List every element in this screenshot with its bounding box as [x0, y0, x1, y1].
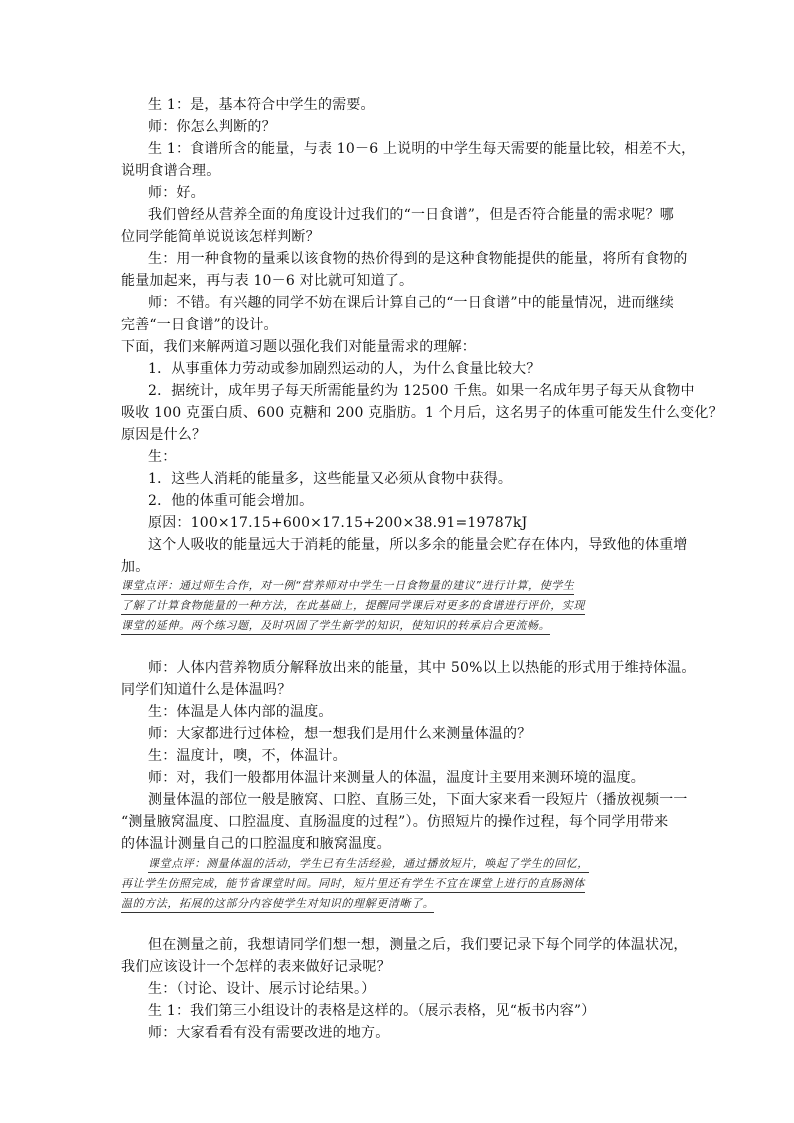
body-line: 我们应该设计一个怎样的表来做好记录呢？ [121, 959, 391, 975]
body-line: 位同学能简单说说该怎样判断？ [121, 229, 320, 245]
exercise-line: 2．据统计，成年男子每天所需能量约为 12500 千焦。如果一名成年男子每天从食物中 [148, 383, 695, 399]
dialogue-line: 师：人体内营养物质分解释放出来的能量，其中 50%以上以热能的形式用于维持体温。 [148, 660, 696, 676]
answer-line: 1．这些人消耗的能量多，这些能量又必须从食物中获得。 [148, 471, 513, 487]
dialogue-line: 生 1：我们第三小组设计的表格是这样的。（展示表格，见“板书内容”） [148, 1003, 596, 1019]
dialogue-line: 生：（讨论、设计、展示讨论结果。） [148, 981, 376, 997]
comment-line: 课堂的延伸。两个练习题，及时巩固了学生新学的知识，使知识的转承启合更流畅。 [121, 618, 550, 635]
exercise-line: 吸收 100 克蛋白质、600 克糖和 200 克脂肪。1 个月后，这名男子的体重可能发生什么变化？ [121, 405, 723, 421]
dialogue-line: 师：大家看看有没有需要改进的地方。 [148, 1025, 390, 1041]
answer-line: 这个人吸收的能量远大于消耗的能量，所以多余的能量会贮存在体内，导致他的体重增 [148, 537, 688, 553]
comment-line: 了解了计算食物能量的一种方法，在此基础上，提醒同学课后对更多的食谱进行评价，实现 [121, 598, 585, 615]
dialogue-line: 生：体温是人体内部的温度。 [148, 704, 333, 720]
body-line: 但在测量之前，我想请同学们想一想，测量之后，我们要记录下每个同学的体温状况， [148, 937, 688, 953]
exercise-line: 1．从事重体力劳动或参加剧烈运动的人，为什么食量比较大？ [148, 361, 541, 377]
dialogue-line: 生： [148, 449, 177, 465]
comment-line: 课堂点评：通过师生合作，对一例“营养师对中学生一日食物量的建议”进行计算，使学生 [121, 578, 574, 595]
exercise-line: 原因是什么？ [121, 427, 207, 443]
body-line: “测量腋窝温度、口腔温度、直肠温度的过程”）。仿照短片的操作过程，每个同学用带来 [121, 814, 669, 830]
dialogue-line: 说明食谱合理。 [121, 163, 221, 179]
body-line: 测量体温的部位一般是腋窝、口腔、直肠三处，下面大家来看一段短片（播放视频一一 [148, 792, 688, 808]
dialogue-line: 师：对，我们一般都用体温计来测量人的体温，温度计主要用来测环境的温度。 [148, 770, 645, 786]
comment-line: 课堂点评：测量体温的活动，学生已有生活经验，通过播放短片，唤起了学生的回忆， [148, 856, 589, 873]
dialogue-line: 师：不错。有兴趣的同学不妨在课后计算自己的“一日食谱”中的能量情况，进而继续 [148, 295, 674, 311]
dialogue-line: 生 1：食谱所含的能量，与表 10－6 上说明的中学生每天需要的能量比较，相差不大， [148, 141, 696, 157]
answer-line: 2．他的体重可能会增加。 [148, 493, 314, 509]
dialogue-line: 师：大家都进行过体检，想一想我们是用什么来测量体温的？ [148, 726, 532, 742]
body-line: 的体温计测量自己的口腔温度和腋窝温度。 [121, 836, 391, 852]
comment-line: 再让学生仿照完成，能节省课堂时间。同时，短片里还有学生不宜在课堂上进行的直肠测体 [121, 876, 585, 893]
dialogue-line: 能量加起来，再与表 10－6 对比就可知道了。 [121, 273, 414, 289]
body-line: 下面，我们来解两道习题以强化我们对能量需求的理解： [121, 339, 476, 355]
comment-line: 温的方法，拓展的这部分内容使学生对知识的理解更清晰了。 [121, 896, 434, 913]
dialogue-line: 师：好。 [148, 185, 205, 201]
body-line: 我们曾经从营养全面的角度设计过我们的“一日食谱”，但是否符合能量的需求呢？哪 [148, 207, 674, 223]
formula-line: 原因：100×17.15+600×17.15+200×38.91=19787kJ [148, 515, 528, 531]
dialogue-line: 同学们知道什么是体温吗？ [121, 682, 292, 698]
dialogue-line: 生：用一种食物的量乘以该食物的热价得到的是这种食物能提供的能量，将所有食物的 [148, 251, 688, 267]
dialogue-line: 生 1：是，基本符合中学生的需要。 [148, 97, 375, 113]
answer-line: 加。 [121, 559, 150, 575]
dialogue-line: 师：你怎么判断的？ [148, 119, 276, 135]
dialogue-line: 生：温度计，噢，不，体温计。 [148, 748, 347, 764]
dialogue-line: 完善“一日食谱”的设计。 [121, 317, 278, 333]
